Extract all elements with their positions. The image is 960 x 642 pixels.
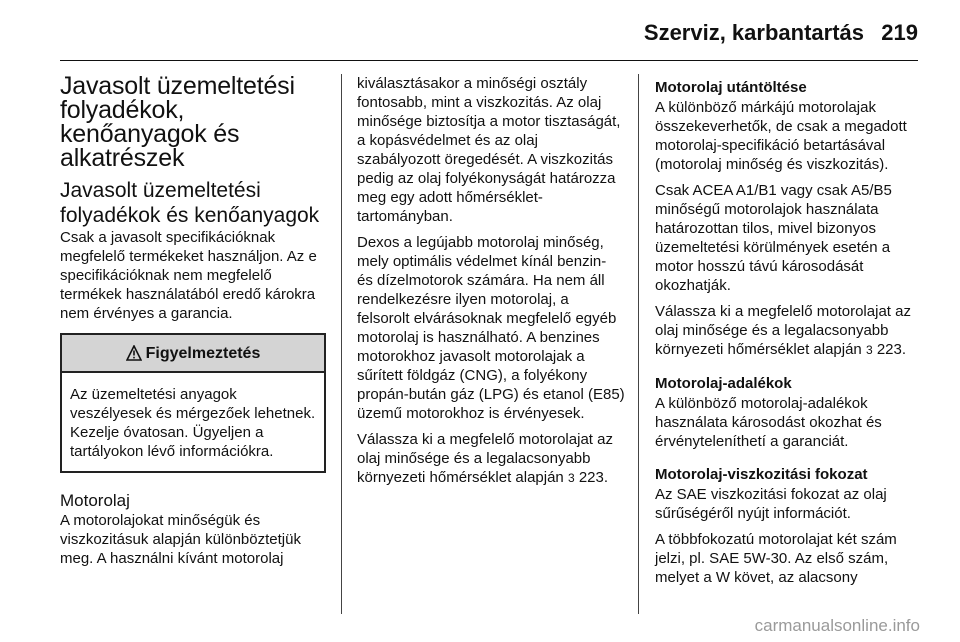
subheading: Motorolaj utántöltése	[655, 79, 807, 96]
column-divider	[341, 74, 342, 614]
page-ref-link[interactable]: 223.	[876, 341, 907, 358]
paragraph: A többfokozatú motorolajat két szám jelzi, pl. SAE 5W-30. Az első szám, melyet a W követ, az alacsony	[655, 531, 897, 586]
section-title: Javasolt üzemeltetési folyadékok és kenőanyagok	[60, 179, 320, 227]
column-middle	[357, 74, 625, 495]
paragraph: A különböző motorolaj-adalékok használata károsodást okozhat és érvényteleníthetí a garanciát.	[655, 395, 882, 450]
paragraph: A különböző márkájú motorolajak összekeverhetők, de csak a megadott motorolaj-specifikáció betartásával (motorolaj minőség és viszkozitás).	[655, 99, 907, 173]
paragraph-text: Válassza ki a megfelelő motorolajat az olaj minősége és a legalacsonyabb környezeti hőmérséklet alapján	[655, 303, 911, 358]
paragraph: kiválasztásakor a minőségi osztály fontosabb, mint a viszkozitás. Az olaj minősége biztosítja a motor tisztaságát, a kopásvédelmet és az olaj szabályozott öregedését. A viszkozitás pedig az olaj folyékonyságát határozza meg egy adott hőmérséklet-tartományban.	[357, 75, 621, 225]
page-ref-arrow-icon: 3	[567, 471, 575, 485]
subheading: Motorolaj-viszkozitási fokozat	[655, 466, 868, 483]
warning-header	[62, 335, 324, 373]
paragraph-text: Válassza ki a megfelelő motorolajat az olaj minősége és a legalacsonyabb környezeti hőmérséklet alapján	[357, 431, 613, 486]
warning-text: Az üzemeltetési anyagok veszélyesek és mérgezőek lehetnek. Kezelje óvatosan. Ügyeljen a tartályokon lévő információkra.	[70, 386, 316, 460]
column-left	[60, 74, 326, 575]
column-divider	[638, 74, 639, 614]
motorolaj-heading: Motorolaj	[60, 491, 130, 510]
chapter-title: Javasolt üzemeltetési folyadékok, kenőanyagok és alkatrészek	[60, 72, 295, 172]
paragraph: Dexos a legújabb motorolaj minőség, mely optimális védelmet kínál benzin- és dízelmotorok számára. Ha nem áll rendelkezésre ilyen motorolaj, a felsorolt elvárásoknak megfelelő egyéb motorolaj is használható. A benzines motorokhoz javasolt motorolajak a sűrített földgáz (CNG), a folyékony propán-bután gáz (LPG) és etanol (E85) üzemű motorokhoz is érvényesek.	[357, 234, 625, 422]
column-right	[655, 74, 920, 594]
paragraph-with-ref	[357, 430, 625, 488]
page-ref-arrow-icon: 3	[865, 343, 873, 357]
warning-icon	[126, 345, 142, 361]
motorolaj-paragraph: A motorolajokat minőségük és viszkozitásuk alapján különböztetjük meg. A használni kívánt motorolaj	[60, 512, 301, 567]
header-title: Szerviz, karbantartás	[643, 20, 864, 45]
paragraph: Csak ACEA A1/B1 vagy csak A5/B5 minőségű motorolajok használata határozottan tilos, mivel bizonyos üzemeltetési körülmények esetén a motor hosszú távú károsodását okozhatják.	[655, 182, 892, 294]
warning-title: Figyelmeztetés	[145, 344, 261, 362]
paragraph-with-ref	[655, 302, 920, 360]
page-number: 219	[881, 20, 918, 45]
warning-box	[60, 333, 326, 473]
subheading: Motorolaj-adalékok	[655, 375, 792, 392]
page-ref-link[interactable]: 223.	[578, 469, 609, 486]
paragraph: Az SAE viszkozitási fokozat az olaj sűrűségéről nyújt információt.	[655, 486, 887, 522]
header-rule	[60, 60, 918, 61]
watermark: carmanualsonline.info	[754, 616, 920, 635]
page-header	[0, 0, 960, 60]
intro-paragraph: Csak a javasolt specifikációknak megfelelő termékeket használjon. Az e specifikációknak nem megfelelő termékek használatából eredő károkra nem érvényes a garancia.	[60, 229, 317, 322]
